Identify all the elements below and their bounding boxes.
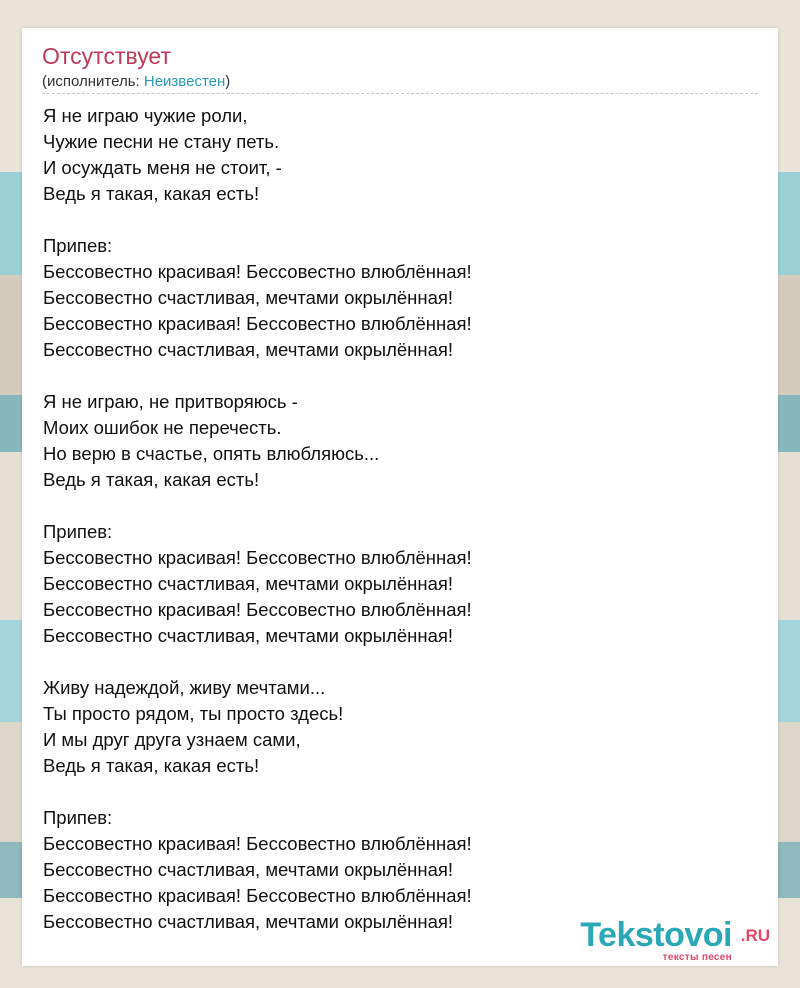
lyrics-line: Бессовестно счастливая, мечтами окрылённая! — [43, 287, 454, 308]
lyrics-line: Ты просто рядом, ты просто здесь! — [43, 703, 344, 724]
stanza-gap — [43, 207, 743, 233]
lyrics-line: Бессовестно счастливая, мечтами окрылённая! — [43, 339, 454, 360]
stanza-gap — [43, 363, 743, 389]
lyrics-stanza — [43, 519, 743, 649]
lyrics-line: Бессовестно красивая! Бессовестно влюблённая! — [43, 261, 472, 282]
lyrics-line: Я не играю, не притворяюсь - — [43, 391, 298, 412]
logo-wordmark: Tekstovoi — [580, 916, 732, 954]
lyrics-line: Моих ошибок не перечесть. — [43, 417, 282, 438]
lyrics-line: Ведь я такая, какая есть! — [43, 469, 260, 490]
lyrics-line: Ведь я такая, какая есть! — [43, 183, 260, 204]
lyrics-line: Чужие песни не стану петь. — [43, 131, 280, 152]
logo-tagline: тексты песен — [662, 952, 732, 963]
lyrics-stanza — [43, 389, 743, 493]
artist-prefix: (исполнитель: — [42, 73, 144, 90]
lyrics-line: Живу надеждой, живу мечтами... — [43, 677, 326, 698]
lyrics-line: И мы друг друга узнаем сами, — [43, 729, 301, 750]
lyrics-line: Припев: — [43, 521, 113, 542]
stanza-gap — [43, 649, 743, 675]
artist-suffix: ) — [225, 73, 231, 90]
lyrics-line: Бессовестно счастливая, мечтами окрылённая! — [43, 859, 454, 880]
lyrics-line: Бессовестно счастливая, мечтами окрылённая! — [43, 573, 454, 594]
lyrics-line: Припев: — [43, 235, 113, 256]
lyrics-line: Я не играю чужие роли, — [43, 105, 248, 126]
lyrics-line: Бессовестно красивая! Бессовестно влюблённая! — [43, 885, 472, 906]
lyrics-stanza — [43, 675, 743, 779]
site-logo[interactable] — [560, 916, 770, 964]
lyrics-stanza — [43, 103, 743, 207]
lyrics-line: Бессовестно красивая! Бессовестно влюблённая! — [43, 599, 472, 620]
lyrics-line: И осуждать меня не стоит, - — [43, 157, 282, 178]
artist-link[interactable]: Неизвестен — [143, 73, 226, 90]
lyrics-stanza — [43, 233, 743, 363]
lyrics-line: Бессовестно счастливая, мечтами окрылённая! — [43, 625, 454, 646]
lyrics-line: Бессовестно красивая! Бессовестно влюблённая! — [43, 313, 472, 334]
logo-tld: .RU — [740, 926, 770, 945]
lyrics-line: Бессовестно красивая! Бессовестно влюблённая! — [43, 833, 472, 854]
stanza-gap — [43, 493, 743, 519]
song-title: Отсутствует — [42, 43, 171, 69]
lyrics-line: Бессовестно счастливая, мечтами окрылённая! — [43, 911, 454, 932]
lyrics-card — [22, 28, 778, 966]
artist-line — [42, 72, 230, 92]
lyrics-text — [43, 103, 743, 935]
title-divider — [42, 93, 758, 94]
lyrics-line: Припев: — [43, 807, 113, 828]
stanza-gap — [43, 779, 743, 805]
lyrics-line: Бессовестно красивая! Бессовестно влюблённая! — [43, 547, 472, 568]
lyrics-line: Ведь я такая, какая есть! — [43, 755, 260, 776]
lyrics-line: Но верю в счастье, опять влюбляюсь... — [43, 443, 380, 464]
